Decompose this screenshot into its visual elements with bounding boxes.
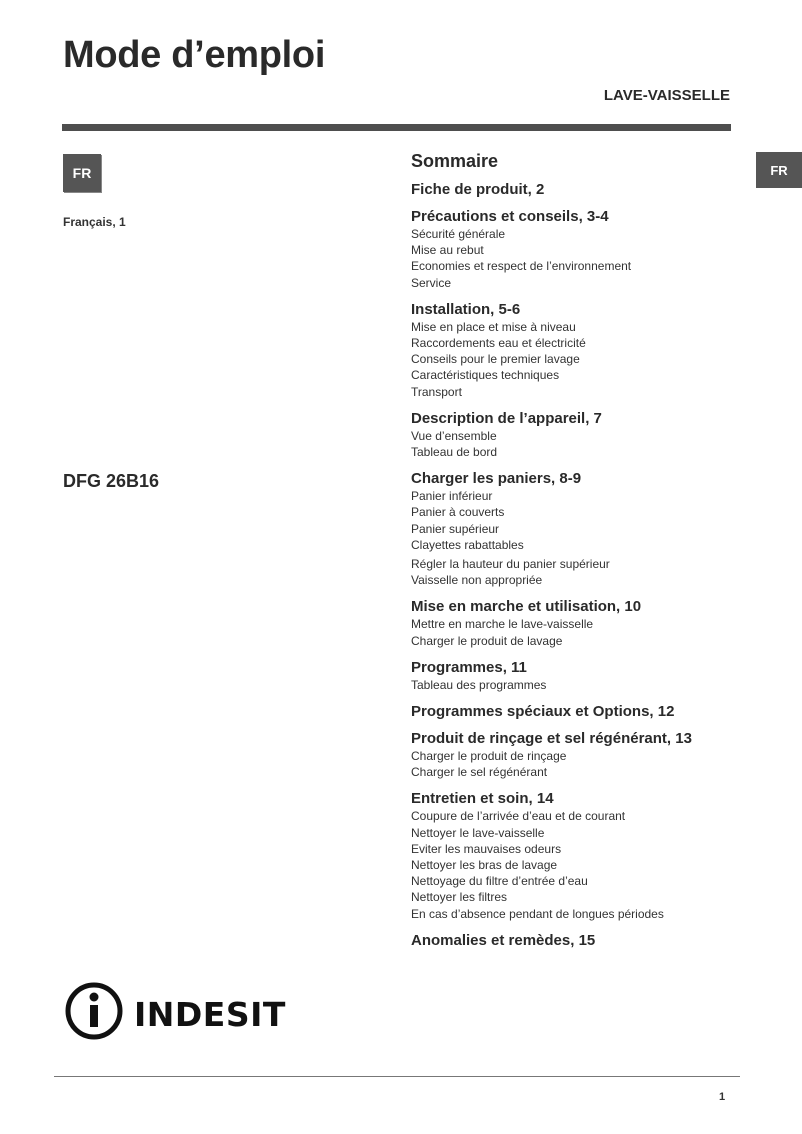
toc-subitem: Nettoyer le lave-vaisselle: [411, 825, 545, 840]
toc-section: [411, 470, 751, 588]
toc-section: [411, 790, 751, 921]
toc-subitem: Nettoyer les bras de lavage: [411, 858, 558, 873]
header-rule: [62, 124, 731, 131]
toc-subitem: Clayettes rabattables: [411, 537, 524, 552]
toc-section: [411, 730, 751, 780]
logo-dot-icon: [90, 993, 99, 1002]
toc-subitem: Tableau des programmes: [411, 677, 547, 692]
toc-subitem: Sécurité générale: [411, 227, 506, 241]
toc-subitem: Panier supérieur: [411, 521, 500, 536]
toc-section: [411, 598, 751, 648]
toc-section: [411, 208, 751, 291]
toc-section: [411, 703, 751, 720]
toc-subitem: Régler la hauteur du panier supérieur: [411, 557, 610, 572]
toc-subitem: Nettoyer les filtres: [411, 890, 508, 905]
model-number: DFG 26B16: [63, 471, 160, 491]
toc-section-heading: Produit de rinçage et sel régénérant, 13: [411, 730, 692, 748]
toc-subitem: Charger le sel régénérant: [411, 765, 548, 780]
toc-section: [411, 932, 751, 949]
toc-subitem: Panier inférieur: [411, 489, 493, 504]
language-index-entry: Français, 1: [63, 215, 126, 229]
logo-stem-icon: [90, 1005, 98, 1027]
table-of-contents: [411, 151, 751, 959]
toc-subitem: Economies et respect de l’environnement: [411, 259, 632, 274]
toc-subitem: En cas d’absence pendant de longues périodes: [411, 906, 664, 921]
toc-subitem: Eviter les mauvaises odeurs: [411, 841, 562, 856]
language-side-tab: FR: [756, 152, 802, 188]
toc-section: [411, 659, 751, 693]
toc-subitem: Charger le produit de rinçage: [411, 749, 567, 764]
toc-subitem: Vue d’ensemble: [411, 428, 497, 443]
toc-section-heading: Installation, 5-6: [411, 300, 521, 318]
toc-section-heading: Fiche de produit, 2: [411, 181, 545, 198]
logo-wordmark: INDESIT: [134, 995, 286, 1034]
toc-subitem: Conseils pour le premier lavage: [411, 352, 580, 367]
product-category: LAVE-VAISSELLE: [603, 87, 730, 104]
toc-section: [411, 301, 751, 400]
toc-section-heading: Anomalies et remèdes, 15: [411, 931, 596, 949]
toc-section-heading: Entretien et soin, 14: [411, 790, 554, 808]
toc-subitem: Panier à couverts: [411, 505, 505, 520]
toc-subitem: Caractéristiques techniques: [411, 368, 560, 383]
toc-subitem: Mise en place et mise à niveau: [411, 319, 576, 334]
toc-subitem: Mise au rebut: [411, 243, 484, 258]
toc-subitem: Coupure de l’arrivée d’eau et de courant: [411, 809, 626, 824]
toc-subitem: Vaisselle non appropriée: [411, 573, 543, 588]
toc-title: Sommaire: [411, 151, 499, 171]
toc-subitem: Raccordements eau et électricité: [411, 336, 586, 351]
toc-section-heading: Charger les paniers, 8-9: [411, 470, 582, 488]
language-badge: FR: [63, 154, 101, 192]
toc-subitem: Mettre en marche le lave-vaisselle: [411, 617, 594, 632]
toc-subitem: Service: [411, 275, 452, 290]
page-title: Mode d’emploi: [63, 34, 326, 76]
footer-rule: [54, 1076, 740, 1077]
toc-section: [411, 410, 751, 460]
toc-subitem: Transport: [411, 384, 462, 399]
toc-section: [411, 181, 751, 198]
toc-section-heading: Programmes, 11: [411, 658, 527, 676]
page-number: 1: [719, 1091, 726, 1103]
toc-sections: [411, 181, 751, 949]
toc-section-heading: Programmes spéciaux et Options, 12: [411, 703, 675, 721]
toc-section-heading: Description de l’appareil, 7: [411, 409, 602, 427]
toc-section-heading: Précautions et conseils, 3-4: [411, 208, 609, 225]
toc-subitem: Tableau de bord: [411, 445, 498, 460]
toc-subitem: Charger le produit de lavage: [411, 633, 563, 648]
toc-subitem: Nettoyage du filtre d’entrée d’eau: [411, 874, 588, 889]
indesit-logo: [64, 980, 294, 1042]
toc-section-heading: Mise en marche et utilisation, 10: [411, 598, 642, 616]
